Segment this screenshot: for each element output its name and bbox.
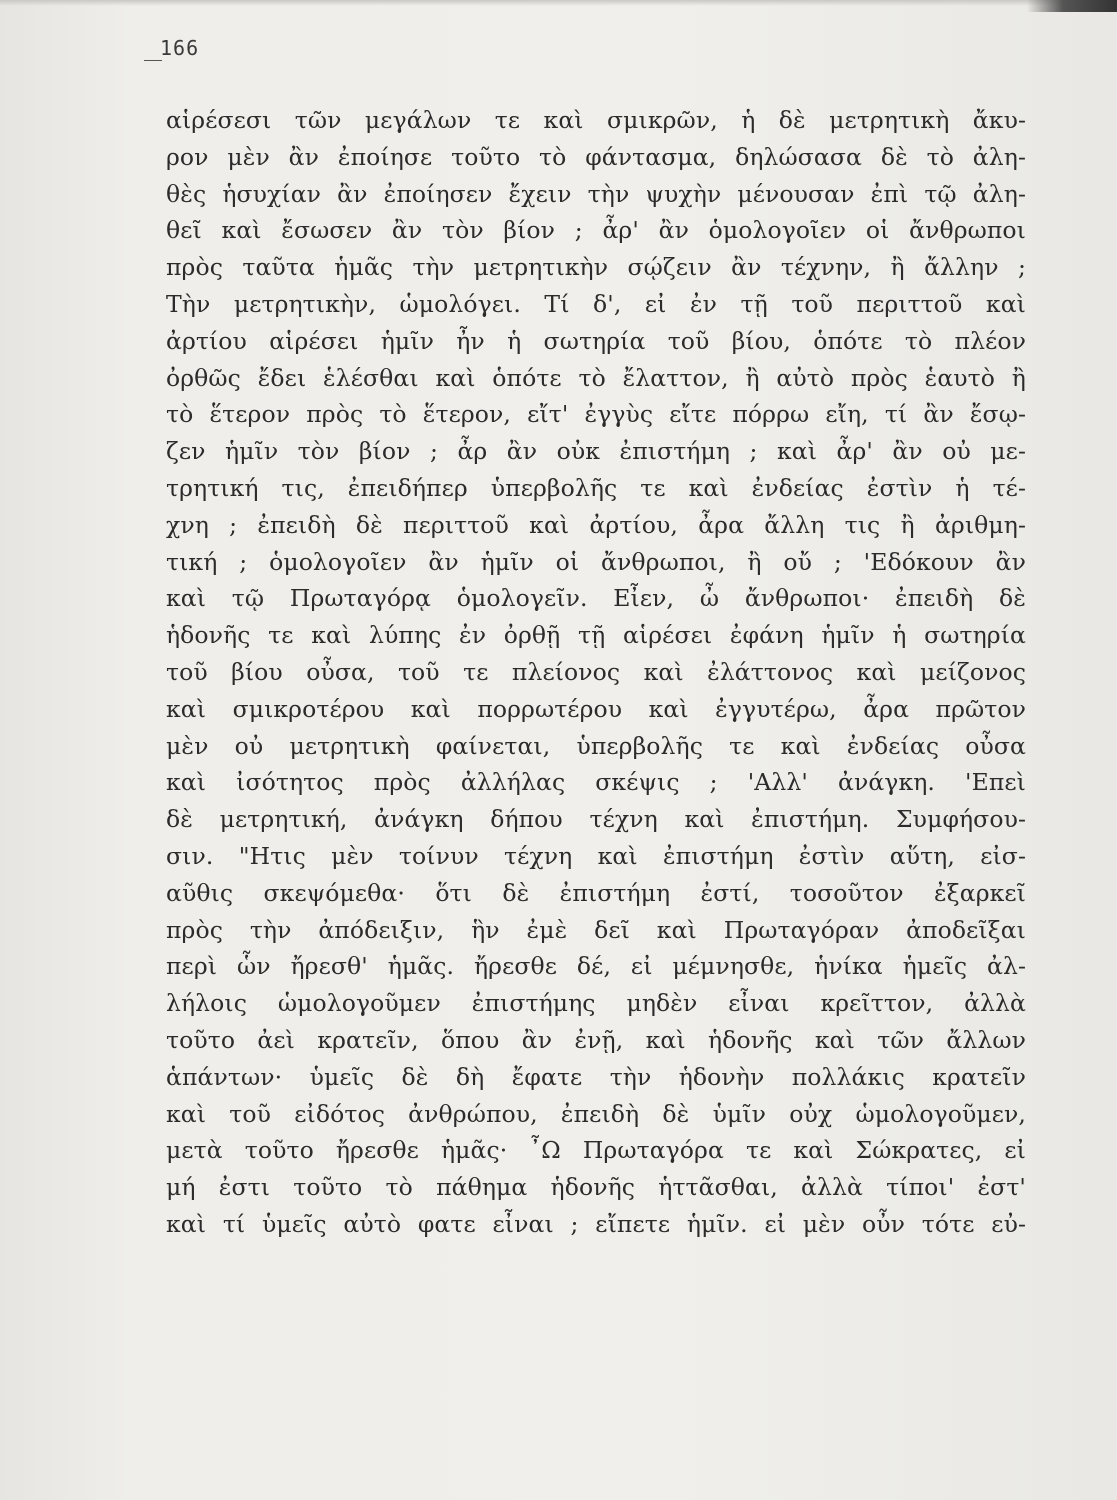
text-line: ἀρτίου αἱρέσει ἡμῖν ἦν ἡ σωτηρία τοῦ βίου, ὁπότε τὸ πλέον — [166, 326, 1026, 355]
text-line: τοῦτο ἀεὶ κρατεῖν, ὅπου ἂν ἐνῇ, καὶ ἡδονῆς καὶ τῶν ἄλλων — [166, 1025, 1026, 1054]
text-line: πρὸς ταῦτα ἡμᾶς τὴν μετρητικὴν σῴζειν ἂν τέχνην, ἢ ἄλλην ; — [166, 253, 1026, 282]
text-line: τοῦ βίου οὖσα, τοῦ τε πλείονος καὶ ἐλάττονος καὶ μείζονος — [166, 657, 1026, 686]
text-line: δὲ μετρητική, ἀνάγκη δήπου τέχνη καὶ ἐπιστήμη. Συμφήσου- — [166, 805, 1026, 834]
text-line: τὸ ἕτερον πρὸς τὸ ἕτερον, εἴτ' ἐγγὺς εἴτε πόρρω εἴη, τί ἂν ἔσῳ- — [166, 400, 1026, 429]
text-line: τική ; ὁμολογοῖεν ἂν ἡμῖν οἱ ἄνθρωποι, ἢ οὔ ; 'Εδόκουν ἂν — [166, 547, 1026, 576]
page-number: 166 — [160, 36, 200, 60]
text-line: τρητική τις, ἐπειδήπερ ὑπερβολῆς τε καὶ ἐνδείας ἐστὶν ἡ τέ- — [166, 473, 1026, 502]
text-line: ἁπάντων· ὑμεῖς δὲ δὴ ἔφατε τὴν ἡδονὴν πολλάκις κρατεῖν — [166, 1062, 1026, 1091]
text-line: ρον μὲν ἂν ἐποίησε τοῦτο τὸ φάντασμα, δηλώσασα δὲ τὸ ἀλη- — [166, 142, 1026, 171]
text-line: καὶ τί ὑμεῖς αὐτὸ φατε εἶναι ; εἴπετε ἡμῖν. εἰ μὲν οὖν τότε εὐ- — [166, 1209, 1026, 1238]
text-line: καὶ σμικροτέρου καὶ πορρωτέρου καὶ ἐγγυτέρω, ἆρα πρῶτον — [166, 694, 1026, 723]
text-line: σιν. "Ητις μὲν τοίνυν τέχνη καὶ ἐπιστήμη ἐστὶν αὕτη, εἰσ- — [166, 841, 1026, 870]
text-line: θὲς ἡσυχίαν ἂν ἐποίησεν ἔχειν τὴν ψυχὴν μένουσαν ἐπὶ τῷ ἀλη- — [166, 179, 1026, 208]
page-number-mark — [144, 60, 162, 61]
body-text — [166, 102, 1026, 1243]
text-line: ἡδονῆς τε καὶ λύπης ἐν ὀρθῇ τῇ αἱρέσει ἐφάνη ἡμῖν ἡ σωτηρία — [166, 621, 1026, 650]
text-line: αἱρέσεσι τῶν μεγάλων τε καὶ σμικρῶν, ἡ δὲ μετρητικὴ ἄκυ- — [166, 106, 1026, 134]
scan-corner-shadow — [1027, 0, 1117, 12]
text-line: ὀρθῶς ἔδει ἑλέσθαι καὶ ὁπότε τὸ ἔλαττον, ἢ αὐτὸ πρὸς ἑαυτὸ ἢ — [166, 363, 1026, 392]
text-line: καὶ τῷ Πρωταγόρᾳ ὁμολογεῖν. Εἶεν, ὦ ἄνθρωποι· ἐπειδὴ δὲ — [166, 584, 1026, 613]
text-line: αῦθις σκεψόμεθα· ὅτι δὲ ἐπιστήμη ἐστί, τοσοῦτον ἐξαρκεῖ — [166, 878, 1026, 907]
text-line: περὶ ὧν ἤρεσθ' ἡμᾶς. ἤρεσθε δέ, εἰ μέμνησθε, ἡνίκα ἡμεῖς ἀλ- — [166, 952, 1026, 981]
text-line: καὶ ἰσότητος πρὸς ἀλλήλας σκέψις ; 'Αλλ' ἀνάγκη. 'Επεὶ — [166, 768, 1026, 797]
page-top-edge — [0, 0, 1117, 6]
text-line: καὶ τοῦ εἰδότος ἀνθρώπου, ἐπειδὴ δὲ ὑμῖν οὐχ ὡμολογοῦμεν, — [166, 1099, 1026, 1128]
text-line: μὲν οὐ μετρητικὴ φαίνεται, ὑπερβολῆς τε καὶ ἐνδείας οὖσα — [166, 731, 1026, 760]
text-line: θεῖ καὶ ἔσωσεν ἂν τὸν βίον ; ἆρ' ἂν ὁμολογοῖεν οἱ ἄνθρωποι — [166, 216, 1026, 245]
text-line: μετὰ τοῦτο ἤρεσθε ἡμᾶς· ῏Ω Πρωταγόρα τε καὶ Σώκρατες, εἰ — [166, 1136, 1026, 1165]
text-line: λήλοις ὡμολογοῦμεν ἐπιστήμης μηδὲν εἶναι κρεῖττον, ἀλλὰ — [166, 989, 1026, 1018]
text-line: πρὸς τὴν ἀπόδειξιν, ἣν ἐμὲ δεῖ καὶ Πρωταγόραν ἀποδεῖξαι — [166, 915, 1026, 944]
text-line: χνη ; ἐπειδὴ δὲ περιττοῦ καὶ ἀρτίου, ἆρα ἄλλη τις ἢ ἀριθμη- — [166, 510, 1026, 539]
text-line: μή ἐστι τοῦτο τὸ πάθημα ἡδονῆς ἡττᾶσθαι, ἀλλὰ τίποι' ἐστ' — [166, 1173, 1026, 1202]
text-line: ζεν ἡμῖν τὸν βίον ; ἆρ ἂν οὐκ ἐπιστήμη ; καὶ ἆρ' ἂν οὐ με- — [166, 437, 1026, 466]
text-line: Τὴν μετρητικὴν, ὡμολόγει. Τί δ', εἰ ἐν τῇ τοῦ περιττοῦ καὶ — [166, 289, 1026, 318]
